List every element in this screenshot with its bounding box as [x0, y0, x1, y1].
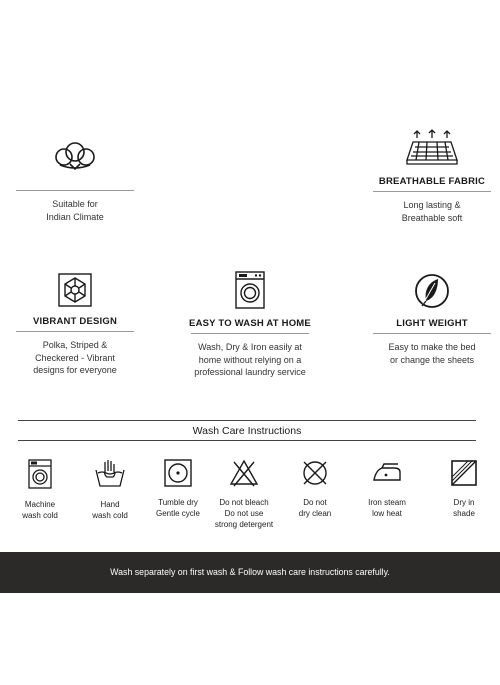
hand-wash-icon	[93, 458, 127, 490]
vibrant-design-icon	[57, 272, 93, 308]
feature-vibrant-design	[0, 272, 150, 377]
care-item-tumble-dry	[148, 458, 208, 519]
care-label: Dry in shade	[453, 498, 475, 518]
dry-in-shade-icon	[449, 458, 479, 488]
do-not-bleach-icon	[229, 458, 259, 488]
breathable-fabric-icon	[401, 128, 463, 168]
wash-care-title: Wash Care Instructions	[192, 425, 302, 437]
wash-care-header	[18, 420, 476, 441]
care-label: Do not dry clean	[298, 498, 332, 518]
feature-light-weight	[357, 272, 500, 366]
care-label: Machine wash cold	[22, 500, 58, 520]
tumble-dry-icon	[163, 458, 193, 488]
feather-icon	[413, 272, 451, 310]
feature-easy-to-wash	[175, 270, 325, 379]
iron-steam-icon	[370, 458, 404, 488]
divider	[16, 190, 134, 191]
machine-wash-icon	[27, 458, 53, 490]
care-label: Hand wash cold	[92, 500, 128, 520]
feature-title: VIBRANT DESIGN	[32, 316, 118, 327]
washing-machine-icon	[233, 270, 267, 310]
cotton-icon	[50, 138, 100, 172]
feature-title: BREATHABLE FABRIC	[378, 176, 486, 187]
care-item-hand-wash	[80, 458, 140, 521]
divider	[191, 333, 309, 334]
feature-title: EASY TO WASH AT HOME	[189, 318, 311, 329]
footer-banner	[0, 552, 500, 593]
feature-description: Polka, Striped & Checkered - Vibrant designs for everyone	[33, 340, 117, 375]
feature-title: LIGHT WEIGHT	[396, 318, 468, 329]
feature-description: Suitable for Indian Climate	[46, 199, 104, 222]
feature-breathable-fabric	[357, 128, 500, 224]
care-item-dry-in-shade	[434, 458, 494, 519]
feature-description: Wash, Dry & Iron easily at home without relying on a professional laundry service	[194, 342, 306, 377]
feature-suitable-climate	[0, 138, 150, 223]
feature-description: Long lasting & Breathable soft	[401, 200, 463, 223]
care-label: Do not bleach Do not use strong detergent	[214, 498, 274, 529]
feature-description: Easy to make the bed or change the sheets	[388, 342, 476, 365]
do-not-dry-clean-icon	[300, 458, 330, 488]
footer-text: Wash separately on first wash & Follow wash care instructions carefully.	[110, 567, 390, 577]
care-label: Iron steam low heat	[368, 498, 406, 518]
divider	[373, 333, 491, 334]
care-item-iron-steam	[357, 458, 417, 519]
care-item-do-not-bleach	[214, 458, 274, 530]
divider	[16, 331, 134, 332]
care-item-machine-wash	[10, 458, 70, 521]
care-item-do-not-dry-clean	[285, 458, 345, 519]
divider	[373, 191, 491, 192]
care-label: Tumble dry Gentle cycle	[155, 498, 201, 518]
